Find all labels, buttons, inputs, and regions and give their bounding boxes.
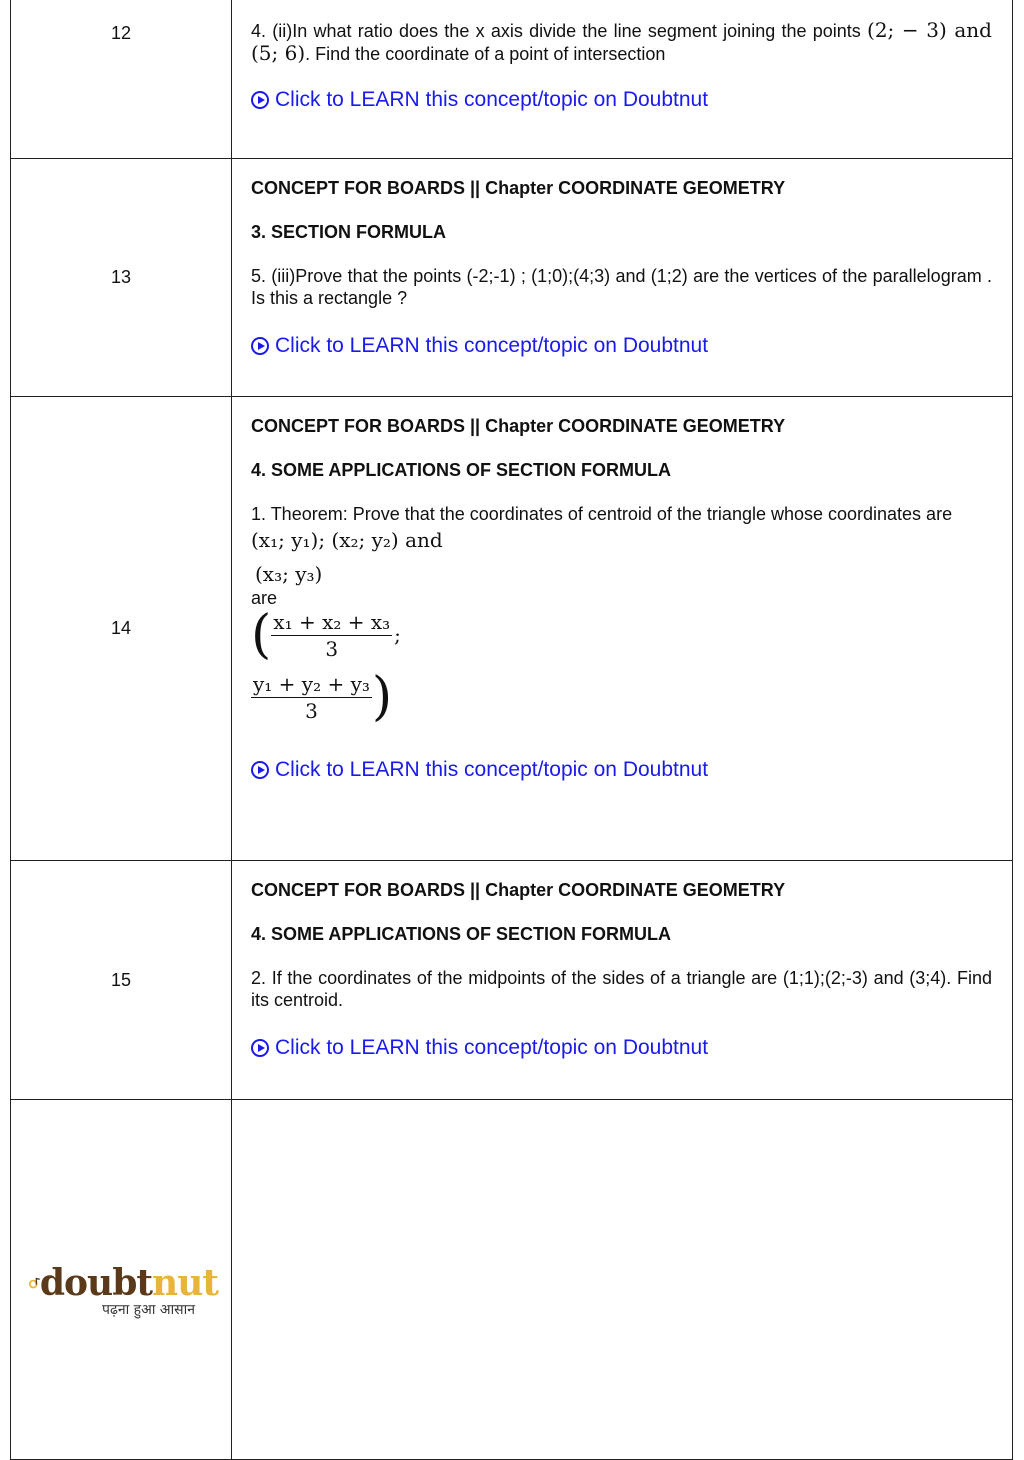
- play-circle-icon: [251, 1039, 269, 1057]
- row-content: [232, 397, 1012, 860]
- row-number: 12: [11, 0, 232, 158]
- section-heading: 4. SOME APPLICATIONS OF SECTION FORMULA: [251, 924, 672, 944]
- open-paren: (: [251, 605, 272, 665]
- question-text: 5. (iii)Prove that the points (-2;-1) ; (1;0);(4;3) and (1;2) are the vertices of the parallelogram . Is this a rectangle ?: [251, 266, 992, 308]
- row-content: [232, 0, 1012, 158]
- row-content: [232, 159, 1012, 396]
- logo-wordmark: doubtnut: [39, 1262, 218, 1304]
- learn-link[interactable]: Click to LEARN this concept/topic on Doubtnut: [251, 759, 992, 781]
- math-line: (x₃; y₃): [255, 562, 323, 586]
- learn-link[interactable]: Click to LEARN this concept/topic on Doubtnut: [251, 1037, 992, 1059]
- play-circle-icon: [251, 761, 269, 779]
- table-row: [10, 159, 1013, 397]
- table-row: [10, 861, 1013, 1100]
- table-row: [10, 397, 1013, 861]
- centroid-formula-y: [251, 667, 992, 727]
- close-paren: ): [371, 667, 393, 727]
- doubtnut-logo: [28, 1262, 218, 1319]
- doubtnut-mark-icon: [28, 1266, 40, 1300]
- row-number: 15: [11, 861, 232, 1099]
- table-row: [10, 0, 1013, 159]
- chapter-heading: CONCEPT FOR BOARDS || Chapter COORDINATE GEOMETRY: [251, 880, 786, 900]
- chapter-heading: CONCEPT FOR BOARDS || Chapter COORDINATE GEOMETRY: [251, 178, 786, 198]
- are-text: are: [251, 588, 278, 608]
- play-circle-icon: [251, 337, 269, 355]
- row-number: 14: [11, 397, 232, 860]
- section-heading: 4. SOME APPLICATIONS OF SECTION FORMULA: [251, 460, 672, 480]
- play-circle-icon: [251, 91, 269, 109]
- fraction-y: $\frac{\text{y₁ + y₂ + y₃}}{3}$: [253, 671, 370, 723]
- question-text: 4. (ii)In what ratio does the x axis divide the line segment joining the points (2; − 3) and (5; 6). Find the coordinate of a point of intersection: [251, 18, 992, 65]
- centroid-formula-x: ( $\frac{\text{x₁ + x₂ + x₃}}{3}$ ;: [251, 605, 401, 665]
- question-text: 1. Theorem: Prove that the coordinates of centroid of the triangle whose coordinates are: [251, 504, 953, 524]
- learn-link[interactable]: Click to LEARN this concept/topic on Doubtnut: [251, 335, 992, 357]
- row-content: [232, 861, 1012, 1099]
- logo-tagline: पढ़ना हुआ आसान: [102, 1302, 196, 1318]
- section-heading: 3. SECTION FORMULA: [251, 222, 447, 242]
- questions-table: [10, 0, 1013, 1460]
- row-number: 13: [11, 159, 232, 396]
- math-line: (x₁; y₁); (x₂; y₂) and: [251, 528, 443, 552]
- question-math: (2; − 3) and (5; 6): [251, 18, 992, 65]
- fraction-x: $\frac{\text{x₁ + x₂ + x₃}}{3}$: [273, 609, 391, 661]
- learn-link[interactable]: Click to LEARN this concept/topic on Doubtnut: [251, 89, 992, 111]
- row-content-empty: [232, 1100, 1012, 1459]
- question-text: 2. If the coordinates of the midpoints of the sides of a triangle are (1;1);(2;-3) and (3;4). Find its centroid.: [251, 968, 992, 1010]
- chapter-heading: CONCEPT FOR BOARDS || Chapter COORDINATE GEOMETRY: [251, 416, 786, 436]
